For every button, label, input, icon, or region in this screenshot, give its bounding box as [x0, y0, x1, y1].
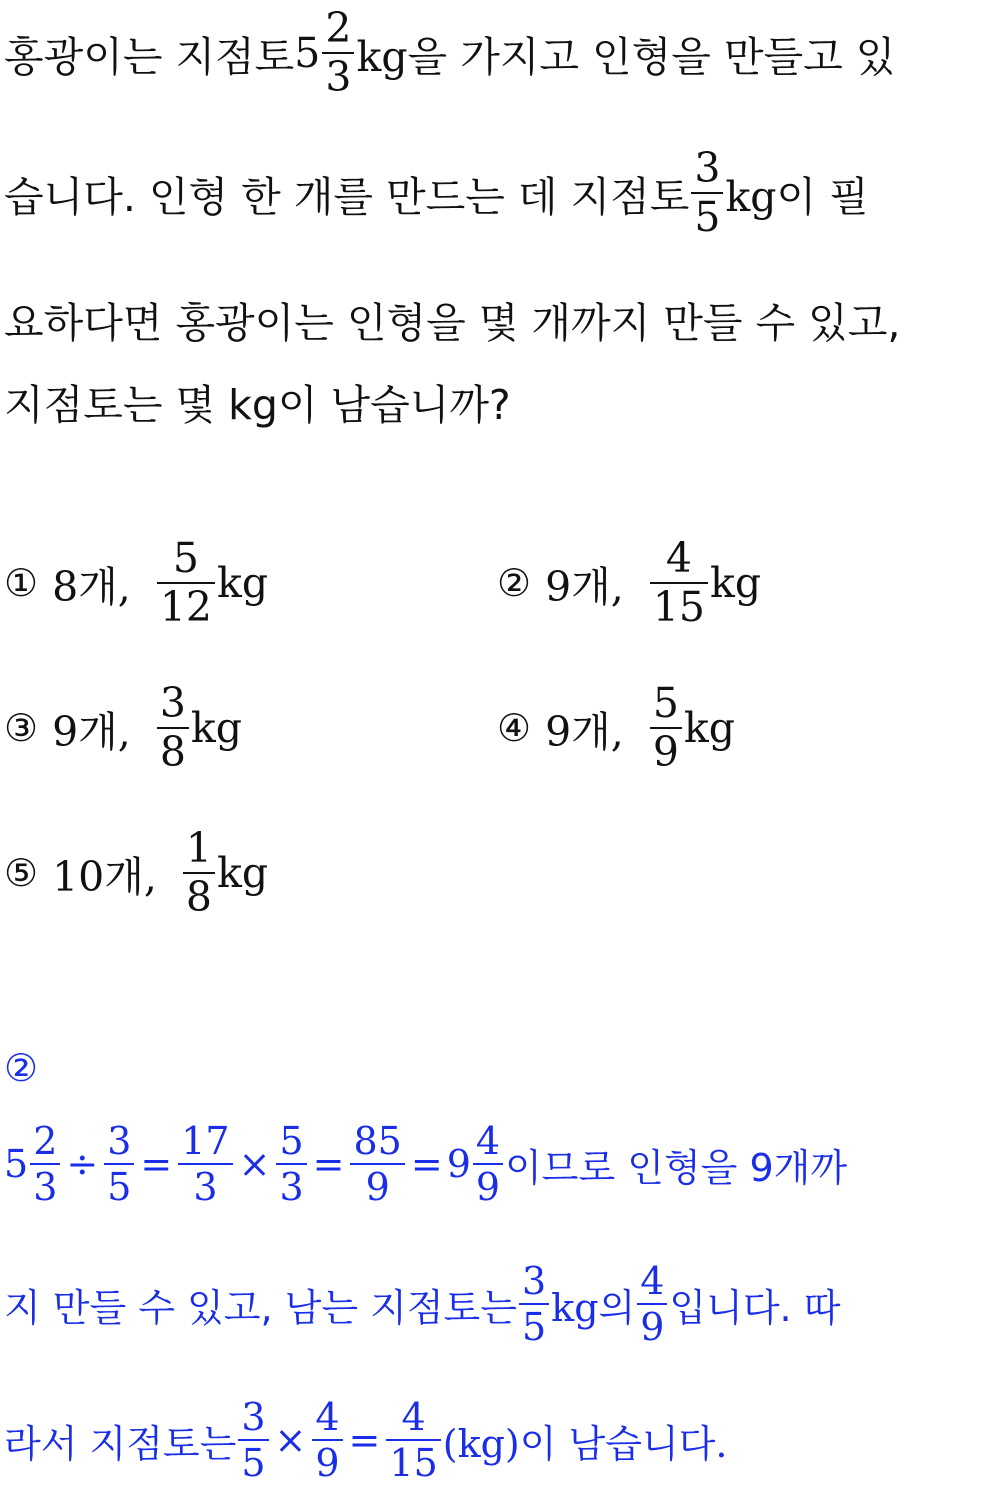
explanation-line-3 [4, 1395, 728, 1485]
denominator: 12 [159, 583, 212, 631]
denominator: 3 [193, 1165, 218, 1209]
denominator: 3 [279, 1165, 304, 1209]
denominator: 5 [107, 1165, 132, 1209]
numerator: 3 [107, 1119, 132, 1163]
numerator: 3 [241, 1395, 266, 1439]
denominator: 9 [652, 728, 679, 776]
option-unit: kg [216, 849, 269, 897]
option-mark: ① [4, 561, 39, 605]
explanation-text: 입니다. 따 [669, 1285, 841, 1330]
numerator: 85 [353, 1119, 402, 1163]
fraction [30, 1119, 60, 1209]
numerator: 3 [694, 144, 721, 192]
option-count: 9개, [545, 707, 624, 756]
fraction [650, 534, 708, 631]
option-count: 9개, [545, 562, 624, 611]
option-2[interactable] [497, 534, 762, 631]
numerator: 3 [159, 679, 186, 727]
question-text: 홍광이는 지점토 [4, 32, 295, 81]
fraction [386, 1395, 440, 1485]
option-count: 9개, [52, 707, 131, 756]
question-text: kg이 필 [725, 172, 869, 221]
question-text: kg을 가지고 인형을 만들고 있 [356, 32, 896, 81]
option-mark: ⑤ [4, 851, 39, 895]
fraction [691, 144, 723, 241]
mixed-whole: 9 [446, 1142, 471, 1186]
explanation-text: kg의 [551, 1285, 636, 1330]
denominator: 9 [315, 1441, 340, 1485]
fraction [238, 1395, 268, 1485]
denominator: 3 [33, 1165, 58, 1209]
option-unit: kg [216, 559, 269, 607]
fraction [650, 679, 682, 776]
explanation-line-1 [4, 1119, 848, 1209]
divide-sign: ÷ [66, 1142, 99, 1186]
explanation-text: 이므로 인형을 9개까 [505, 1145, 848, 1190]
question-text: 습니다. 인형 한 개를 만드는 데 지점토 [4, 172, 690, 221]
fraction [322, 4, 354, 101]
explanation-text: 라서 지점토는 [4, 1421, 237, 1466]
fraction [104, 1119, 134, 1209]
fraction [157, 679, 189, 776]
option-1[interactable] [4, 534, 269, 631]
denominator: 5 [694, 193, 721, 241]
option-4[interactable] [497, 679, 735, 776]
question-line-3 [4, 290, 900, 349]
fraction [350, 1119, 404, 1209]
denominator: 3 [325, 53, 352, 101]
mixed-whole: 5 [294, 29, 321, 77]
denominator: 5 [241, 1441, 266, 1485]
option-unit: kg [683, 704, 735, 752]
option-unit: kg [709, 559, 762, 607]
fraction [183, 824, 215, 921]
numerator: 4 [640, 1259, 665, 1303]
numerator: 4 [315, 1395, 340, 1439]
explanation-text: 지 만들 수 있고, 남는 지점토는 [4, 1285, 517, 1330]
answer-mark-line [4, 1046, 52, 1090]
equals-sign: = [312, 1142, 345, 1186]
question-line-4 [4, 372, 511, 431]
question-text: 지점토는 몇 kg이 남습니까? [4, 381, 511, 429]
numerator: 5 [172, 534, 199, 582]
question-line-2 [4, 144, 869, 241]
explanation-text: (kg)이 남습니다. [442, 1421, 728, 1466]
explanation-line-2 [4, 1259, 841, 1349]
question-text: 요하다면 홍광이는 인형을 몇 개까지 만들 수 있고, [4, 299, 901, 347]
denominator: 15 [652, 583, 705, 631]
denominator: 8 [159, 728, 186, 776]
denominator: 9 [365, 1165, 390, 1209]
denominator: 9 [475, 1165, 501, 1209]
equals-sign: = [140, 1142, 173, 1186]
option-5[interactable] [4, 824, 269, 921]
numerator: 5 [279, 1119, 304, 1163]
denominator: 9 [640, 1305, 665, 1349]
fraction [276, 1119, 306, 1209]
fraction [178, 1119, 232, 1209]
option-3[interactable] [4, 679, 242, 776]
fraction [519, 1259, 549, 1349]
option-unit: kg [190, 704, 242, 752]
fraction [312, 1395, 342, 1485]
numerator: 5 [652, 679, 679, 727]
numerator: 3 [521, 1259, 547, 1303]
fraction [473, 1119, 503, 1209]
numerator: 2 [33, 1119, 58, 1163]
question-line-1 [4, 4, 896, 101]
numerator: 4 [475, 1119, 501, 1163]
option-mark: ③ [4, 706, 39, 750]
numerator: 4 [665, 534, 692, 582]
numerator: 2 [325, 4, 352, 52]
fraction [157, 534, 215, 631]
fraction [637, 1259, 667, 1349]
option-count: 10개, [52, 852, 157, 901]
equals-sign: = [348, 1418, 381, 1462]
mixed-whole: 5 [4, 1142, 29, 1186]
denominator: 15 [389, 1441, 438, 1485]
numerator: 1 [185, 824, 212, 872]
answer-mark: ② [4, 1046, 39, 1090]
option-mark: ④ [497, 706, 532, 750]
times-sign: × [238, 1142, 271, 1186]
denominator: 8 [185, 873, 212, 921]
denominator: 5 [521, 1305, 547, 1349]
option-mark: ② [497, 561, 532, 605]
numerator: 4 [401, 1395, 426, 1439]
option-count: 8개, [52, 562, 131, 611]
numerator: 17 [181, 1119, 230, 1163]
equals-sign: = [410, 1142, 443, 1186]
times-sign: × [274, 1418, 307, 1462]
